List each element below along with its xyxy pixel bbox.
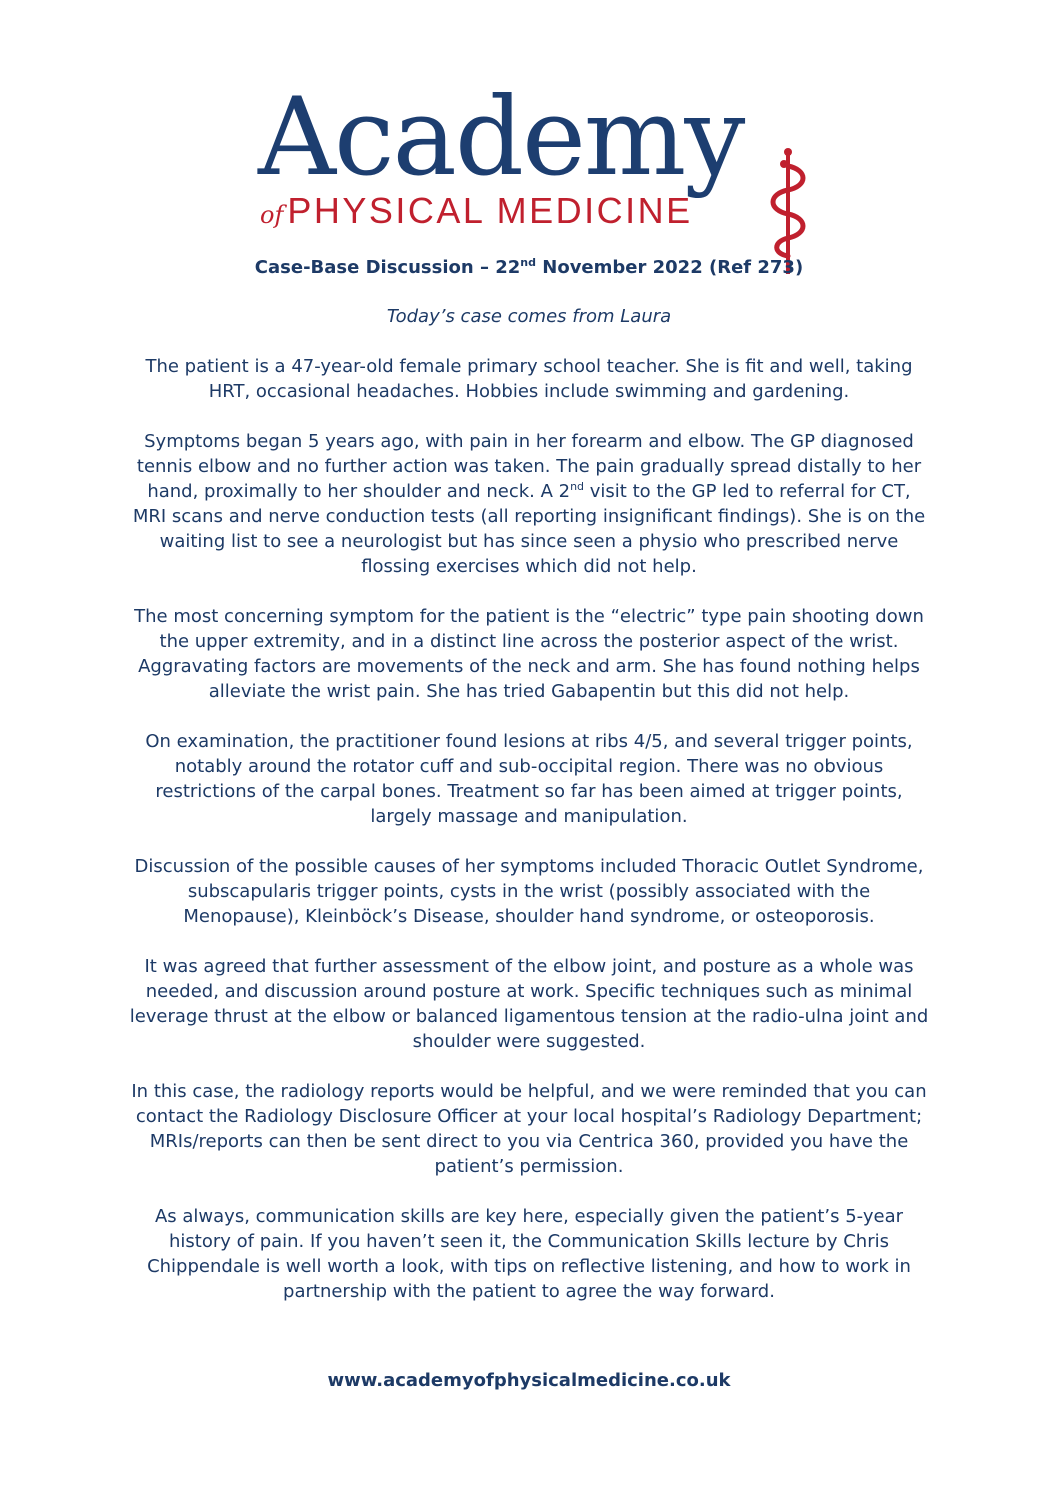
title-superscript: nd <box>520 256 536 269</box>
paragraph-patient: The patient is a 47-year-old female primary school teacher. She is fit and well, taking HRT, occasional headaches. Hobbies include swimming and gardening. <box>145 356 913 402</box>
logo-physical-medicine: PHYSICAL MEDICINE <box>287 190 693 231</box>
title-prefix: Case-Base Discussion – 22 <box>254 257 521 278</box>
symptoms-text-before: Symptoms began 5 years ago, with pain in her forearm and elbow. The GP diagnosed tennis elbow and no further action was taken. The pain gradually spread distally to her hand, proximally to her shoulder and neck. A 2 <box>136 431 922 502</box>
paragraph-concerning-symptom: The most concerning symptom for the patient is the “electric” type pain shooting down the upper extremity, and in a distinct line across the posterior aspect of the wrist. Aggravating factors are movements of the neck and arm. She has found nothing helps alleviate the wrist pain. She has tried Gabapentin but this did not help. <box>134 606 924 702</box>
case-body <box>128 354 930 1329</box>
academy-logo <box>258 75 808 231</box>
paragraph-examination: On examination, the practitioner found lesions at ribs 4/5, and several trigger points, notably around the rotator cuff and sub-occipital region. There was no obvious restrictions of the carpal bones. Treatment so far has been aimed at trigger points, largely massage and manipulation. <box>145 731 913 827</box>
paragraph-radiology: In this case, the radiology reports would be helpful, and we were reminded that you can contact the Radiology Disclosure Officer at your local hospital’s Radiology Department; MRIs/reports can then be sent direct to you via Centrica 360, provided you have the patient’s permission. <box>131 1081 927 1177</box>
paragraph-discussion: Discussion of the possible causes of her symptoms included Thoracic Outlet Syndrome, subscapularis trigger points, cysts in the wrist (possibly associated with the Menopause), Kleinböck’s Disease, shoulder hand syndrome, or osteoporosis. <box>134 856 924 927</box>
symptoms-text-after: visit to the GP led to referral for CT, MRI scans and nerve conduction tests (all reporting insignificant findings). She is on the waiting list to see a neurologist but has since seen a physio who prescribed nerve flossing exercises which did not help. <box>132 481 926 577</box>
logo-subtitle <box>260 190 693 232</box>
intro-line: Today’s case comes from Laura <box>386 306 672 327</box>
paragraph-symptoms <box>128 429 930 579</box>
logo-wordmark: Academy <box>258 75 744 200</box>
symptoms-superscript: nd <box>570 480 585 493</box>
title-suffix: November 2022 (Ref 273) <box>536 257 804 278</box>
paragraph-assessment: It was agreed that further assessment of the elbow joint, and posture as a whole was needed, and discussion around posture at work. Specific techniques such as minimal leverage thrust at the elbow or balanced ligamentous tension at the radio-ulna joint and shoulder were suggested. <box>129 956 929 1052</box>
paragraph-communication: As always, communication skills are key here, especially given the patient’s 5-year history of pain. If you haven’t seen it, the Communication Skills lecture by Chris Chippendale is well worth a look, with tips on reflective listening, and how to work in partnership with the patient to agree the way forward. <box>147 1206 911 1302</box>
website-link[interactable]: www.academyofphysicalmedicine.co.uk <box>327 1370 731 1391</box>
page-title <box>0 256 1058 278</box>
logo-of: of <box>260 201 284 229</box>
